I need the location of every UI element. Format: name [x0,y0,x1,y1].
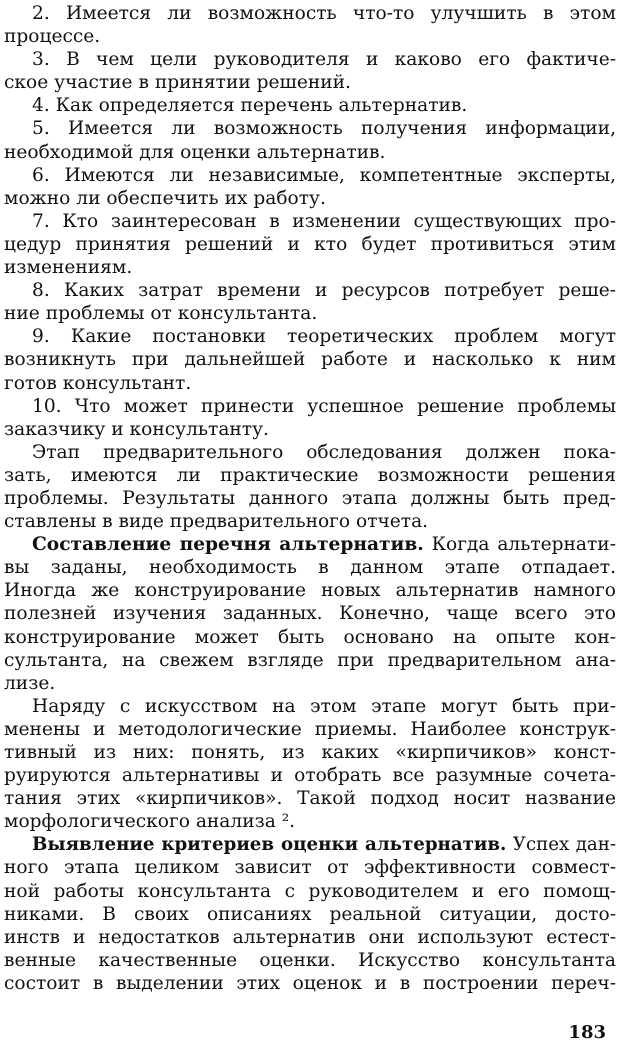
text-line [4,372,616,395]
line-text: тания этих «кирпичиков». Такой подход носит название [4,788,616,810]
text-line [4,325,616,348]
line-text: проблемы. Результаты данного этапа должны быть пред- [4,487,616,509]
text-line [4,25,616,48]
text-line [4,302,616,325]
line-text: необходимой для оценки альтернатив. [4,141,386,163]
line-text: конструирование может быть основано на опыте кон- [4,626,616,648]
text-line [4,48,616,71]
text-line [4,903,616,926]
line-text: венные качественные оценки. Искусство консультанта [4,949,616,971]
text-line [4,764,616,787]
text-line [4,94,616,117]
text-line [4,579,616,602]
line-text: инств и недостатков альтернатив они используют естест- [4,926,616,948]
text-line [4,441,616,464]
text-line [4,2,616,25]
line-text: готов консультант. [4,372,192,394]
line-text: 10. Что может принести успешное решение проблемы [32,395,616,417]
line-text: Успех дан- [506,834,616,856]
line-text: Этап предварительного обследования должен пока- [32,441,616,463]
section-heading: Выявление критериев оценки альтернатив. [32,834,507,856]
text-line [4,395,616,418]
text-line [4,510,616,533]
text-line [4,487,616,510]
text-line [4,418,616,441]
text-line [4,695,616,718]
line-text: 2. Имеется ли возможность что-то улучшить в этом [32,3,616,24]
line-text: Наряду с искусством на этом этапе могут быть при- [32,695,616,717]
line-text: сультанта, на свежем взгляде при предварительном ана- [4,649,616,671]
text-line [4,556,616,579]
text-line [4,187,616,210]
line-text: лизе. [4,672,56,694]
text-line [4,602,616,625]
text-line [4,810,616,833]
line-text: состоит в выделении этих оценок и в построении переч- [4,972,616,994]
text-line [4,533,616,556]
line-text: 7. Кто заинтересован в изменении существующих про- [32,210,616,232]
text-line [4,141,616,164]
line-text: процессе. [4,26,101,48]
text-line [4,718,616,741]
text-line [4,833,616,856]
line-text: возникнуть при дальнейшей работе и насколько к ним [4,349,616,371]
line-text: заказчику и консультанту. [4,418,269,440]
line-text: ние проблемы от консультанта. [4,303,318,325]
line-text: ставлены в виде предварительного отчета. [4,511,429,533]
text-line [4,210,616,233]
text-line [4,649,616,672]
line-text: руируются альтернативы и отобрать все разумные сочета- [4,765,616,787]
page-number: 183 [568,1022,606,1043]
line-text: ного этапа целиком зависит от эффективности совмест- [4,857,616,879]
line-text: морфологического анализа ². [4,811,296,833]
text-line [4,233,616,256]
text-line [4,972,616,995]
line-text: можно ли обеспечить их работу. [4,187,326,209]
line-text: 5. Имеется ли возможность получения информации, [32,118,616,140]
text-line [4,117,616,140]
line-text: цедур принятия решений и кто будет противиться этим [4,233,616,255]
text-line [4,856,616,879]
line-text: Когда альтернати- [423,534,616,556]
line-text: зать, имеются ли практические возможности решения [4,464,616,486]
line-text: Иногда же конструирование новых альтернатив намного [4,580,616,602]
line-text: тивный из них: понять, из каких «кирпичиков» конст- [4,742,616,763]
text-line [4,626,616,649]
text-line [4,256,616,279]
line-text: менены и методологические приемы. Наиболее конструк- [4,718,616,740]
text-line [4,787,616,810]
text-line [4,164,616,187]
text-line [4,672,616,695]
text-line [4,741,616,764]
text-line [4,71,616,94]
line-text: 9. Какие постановки теоретических проблем могут [32,326,616,348]
text-line [4,926,616,949]
text-line [4,348,616,371]
text-line [4,279,616,302]
text-line [4,464,616,487]
text-line [4,949,616,972]
line-text: изменениям. [4,257,133,279]
body-text [4,2,616,995]
line-text: 8. Каких затрат времени и ресурсов потребует реше- [32,280,616,302]
line-text: ское участие в принятии решений. [4,72,351,94]
text-line [4,880,616,903]
line-text: никами. В своих описаниях реальной ситуации, досто- [4,903,616,925]
section-heading: Составление перечня альтернатив. [32,534,424,556]
line-text: ной работы консультанта с руководителем и его помощ- [4,880,616,902]
line-text: 6. Имеются ли независимые, компетентные эксперты, [32,164,616,186]
line-text: полезней изучения заданных. Конечно, чаще всего это [4,603,616,625]
line-text: 3. В чем цели руководителя и каково его фактиче- [32,49,616,71]
line-text: вы заданы, необходимость в данном этапе отпадает. [4,557,616,579]
line-text: 4. Как определяется перечень альтернатив. [32,95,468,117]
